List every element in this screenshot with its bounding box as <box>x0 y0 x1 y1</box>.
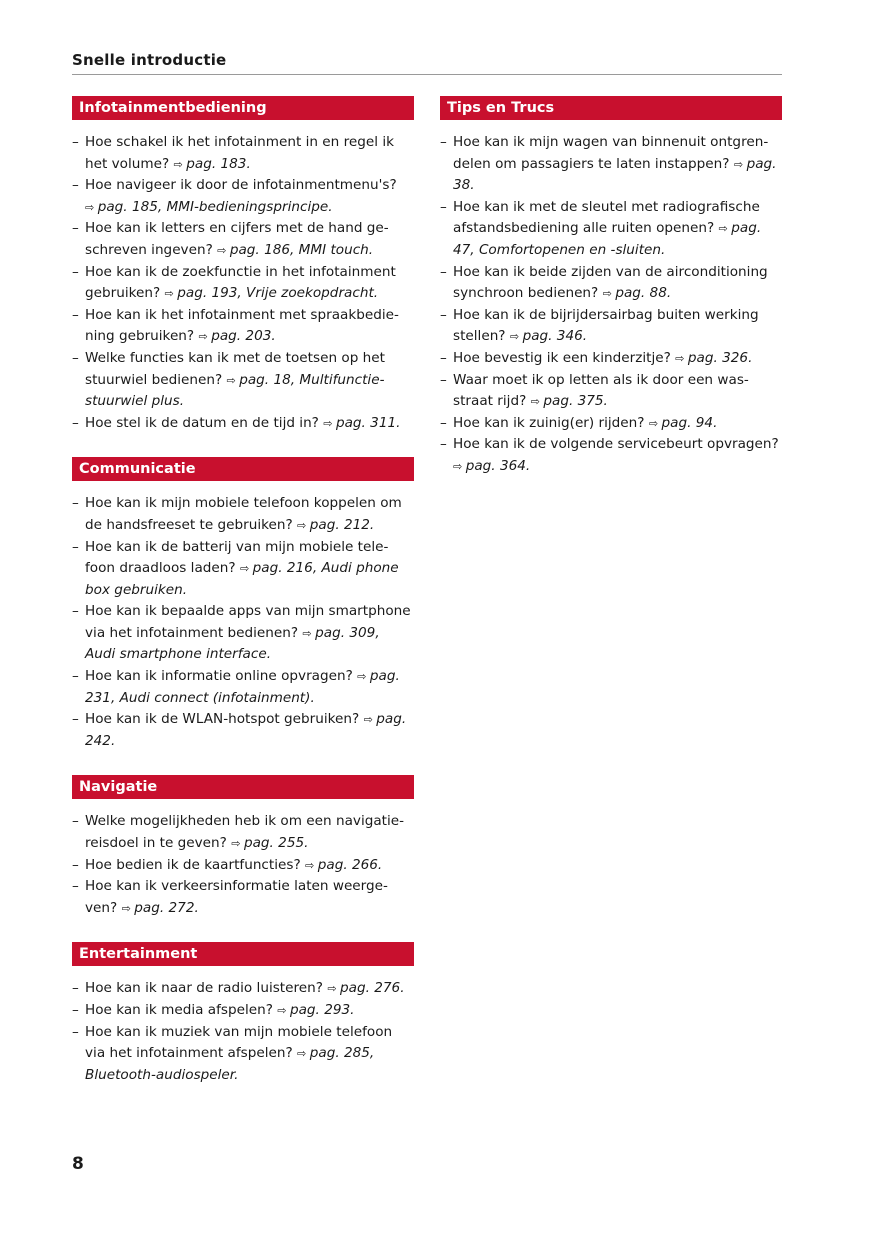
page-reference-link[interactable]: ⇨ pag. 285, Bluetooth-audiospeler. <box>85 1045 374 1083</box>
page-reference-link[interactable]: ⇨ pag. 94. <box>649 415 718 431</box>
page-reference-link[interactable]: ⇨ pag. 364. <box>453 458 530 474</box>
question-text: Hoe stel ik de datum en de tijd in? <box>85 414 319 431</box>
page-reference-link[interactable]: ⇨ pag. 47, Comfortopenen en -sluiten. <box>453 220 761 258</box>
question-list <box>72 493 414 752</box>
section-heading: Infotainmentbediening <box>72 96 414 120</box>
list-item <box>72 811 414 854</box>
list-item <box>72 855 414 877</box>
question-text: Hoe kan ik de volgende servicebeurt opvragen? <box>453 436 779 453</box>
question-text: Waar moet ik op letten als ik door een was-straat rijd? <box>453 371 749 410</box>
question-text: Hoe schakel ik het infotainment in en regel ik het volume? <box>85 134 394 172</box>
question-text: Hoe kan ik beide zijden van de airconditioning synchroon bedienen? <box>453 263 768 302</box>
question-text: Hoe kan ik de WLAN-hotspot gebruiken? <box>85 711 360 728</box>
list-item <box>72 348 414 413</box>
list-item <box>72 218 414 261</box>
question-text: Hoe kan ik informatie online opvragen? <box>85 668 353 685</box>
page-reference-link[interactable]: ⇨ pag. 216, Audi phone box gebruiken. <box>85 560 399 598</box>
question-text: Hoe bevestig ik een kinderzitje? <box>453 349 671 366</box>
right-column <box>440 96 782 501</box>
page-reference-link[interactable]: ⇨ pag. 311. <box>323 415 400 431</box>
page-reference-link[interactable]: ⇨ pag. 18, Multifunctie-stuurwiel plus. <box>85 372 384 410</box>
list-item <box>72 876 414 919</box>
section-entertainment <box>72 942 414 1086</box>
list-item <box>72 537 414 602</box>
page-reference-link[interactable]: ⇨ pag. 293. <box>277 1002 354 1018</box>
list-item <box>440 305 782 348</box>
running-header: Snelle introductie <box>72 51 782 75</box>
list-item <box>440 413 782 435</box>
page-reference-link[interactable]: ⇨ pag. 183. <box>174 156 251 172</box>
list-item <box>440 348 782 370</box>
page-reference-link[interactable]: ⇨ pag. 242. <box>85 711 406 749</box>
page-reference-link[interactable]: ⇨ pag. 203. <box>198 328 275 344</box>
page-reference-link[interactable]: ⇨ pag. 375. <box>531 393 608 409</box>
page-reference-link[interactable]: ⇨ pag. 231, Audi connect (infotainment). <box>85 668 400 706</box>
question-text: Hoe kan ik media afspelen? <box>85 1002 273 1018</box>
question-text: Hoe kan ik letters en cijfers met de hand ge-schreven ingeven? <box>85 220 389 258</box>
question-text: Hoe kan ik zuinig(er) rijden? <box>453 414 645 431</box>
page-reference-link[interactable]: ⇨ pag. 326. <box>675 350 752 366</box>
list-item <box>72 413 414 435</box>
page-reference-link[interactable]: ⇨ pag. 193, Vrije zoekopdracht. <box>165 285 379 301</box>
section-communicatie <box>72 457 414 752</box>
question-text: Welke functies kan ik met de toetsen op het stuurwiel bedienen? <box>85 349 385 388</box>
section-tips-en-trucs <box>440 96 782 478</box>
page-number: 8 <box>72 1154 84 1174</box>
page-reference-link[interactable]: ⇨ pag. 276. <box>327 980 404 996</box>
list-item <box>72 305 414 348</box>
list-item <box>72 1000 414 1022</box>
section-infotainmentbediening <box>72 96 414 434</box>
section-heading: Navigatie <box>72 775 414 799</box>
list-item <box>440 197 782 262</box>
list-item <box>72 493 414 536</box>
page-reference-link[interactable]: ⇨ pag. 88. <box>603 285 672 301</box>
section-heading: Entertainment <box>72 942 414 966</box>
page-reference-link[interactable]: ⇨ pag. 186, MMI touch. <box>217 242 373 258</box>
question-text: Hoe bedien ik de kaartfuncties? <box>85 856 301 873</box>
question-text: Hoe kan ik naar de radio luisteren? <box>85 980 323 997</box>
section-heading: Communicatie <box>72 457 414 481</box>
question-text: Hoe kan ik het infotainment met spraakbedie-ning gebruiken? <box>85 306 399 345</box>
left-column <box>72 96 414 1109</box>
page-reference-link[interactable]: ⇨ pag. 185, MMI-bedieningsprincipe. <box>85 199 333 215</box>
question-text: Hoe kan ik bepaalde apps van mijn smartphone via het infotainment bedienen? <box>85 603 411 641</box>
question-list <box>440 132 782 478</box>
question-text: Hoe kan ik de bijrijdersairbag buiten werking stellen? <box>453 306 759 345</box>
list-item <box>440 132 782 197</box>
list-item <box>72 709 414 752</box>
section-navigatie <box>72 775 414 919</box>
question-text: Hoe kan ik mijn mobiele telefoon koppelen om de handsfreeset te gebruiken? <box>85 495 402 533</box>
list-item <box>72 175 414 218</box>
question-text: Hoe kan ik verkeersinformatie laten weerge-ven? <box>85 878 388 916</box>
list-item <box>440 262 782 305</box>
page-reference-link[interactable]: ⇨ pag. 38. <box>453 156 776 194</box>
list-item <box>440 434 782 477</box>
question-text: Hoe kan ik de zoekfunctie in het infotainment gebruiken? <box>85 263 396 302</box>
list-item <box>440 370 782 413</box>
page-reference-link[interactable]: ⇨ pag. 272. <box>122 900 199 916</box>
page-reference-link[interactable]: ⇨ pag. 309, Audi smartphone interface. <box>85 625 380 663</box>
question-text: Hoe kan ik de batterij van mijn mobiele tele-foon draadloos laden? <box>85 538 389 577</box>
section-heading: Tips en Trucs <box>440 96 782 120</box>
page-reference-link[interactable]: ⇨ pag. 346. <box>510 328 587 344</box>
list-item <box>72 666 414 709</box>
question-text: Welke mogelijkheden heb ik om een navigatie-reisdoel in te geven? <box>85 813 405 852</box>
page-reference-link[interactable]: ⇨ pag. 266. <box>305 857 382 873</box>
list-item <box>72 1022 414 1087</box>
question-text: Hoe kan ik muziek van mijn mobiele telefoon via het infotainment afspelen? <box>85 1023 393 1062</box>
list-item <box>72 601 414 666</box>
question-text: Hoe kan ik mijn wagen van binnenuit ontgren-delen om passagiers te laten instappen? <box>453 134 769 172</box>
question-text: Hoe kan ik met de sleutel met radiografische afstandsbediening alle ruiten openen? <box>453 198 760 237</box>
question-list <box>72 132 414 434</box>
page-reference-link[interactable]: ⇨ pag. 255. <box>231 835 308 851</box>
page-reference-link[interactable]: ⇨ pag. 212. <box>297 517 374 533</box>
question-list <box>72 811 414 919</box>
list-item <box>72 262 414 305</box>
list-item <box>72 132 414 175</box>
question-list <box>72 978 414 1086</box>
question-text: Hoe navigeer ik door de infotainmentmenu's? <box>85 177 397 194</box>
list-item <box>72 978 414 1000</box>
